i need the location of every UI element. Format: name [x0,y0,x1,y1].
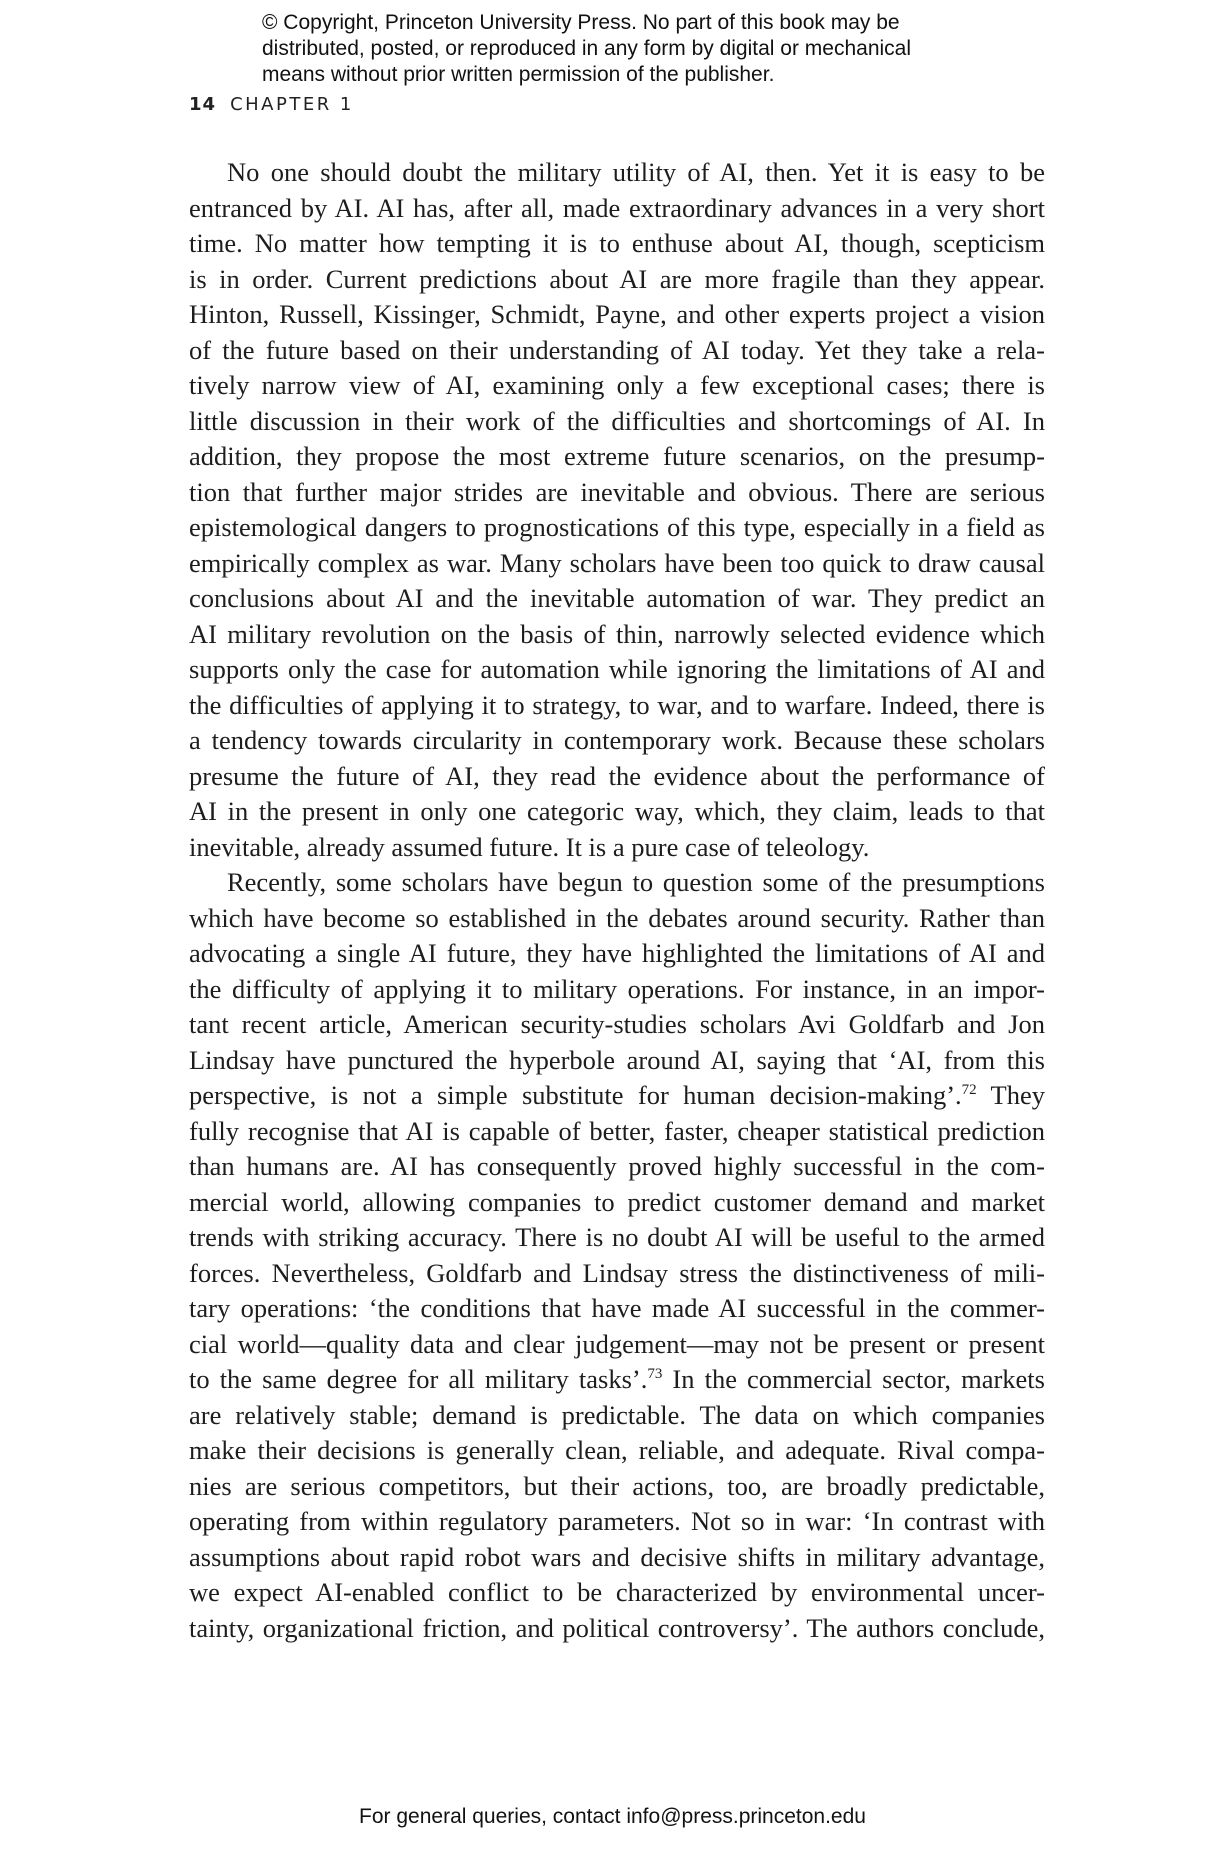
text-line [189,1078,1045,1114]
text-line: tary operations: ‘the conditions that have made AI successful in the commer- [189,1293,1045,1323]
text-line: operating from within regulatory parameters. Not so in war: ‘In contrast with [189,1506,1045,1536]
text-line: epistemological dangers to prognostications of this type, especially in a field as [189,512,1045,542]
text-line: than humans are. AI has consequently proved highly successful in the com- [189,1151,1045,1181]
text-segment: perspective, is not a simple substitute for human decision-making’. [189,1080,962,1110]
text-line: assumptions about rapid robot wars and decisive shifts in military advantage, [189,1541,1045,1572]
text-segment: to the same degree for all military tasks’. [189,1364,648,1394]
text-line: we expect AI-enabled conflict to be characterized by environmental uncer- [189,1577,1045,1607]
footnote-ref-73[interactable]: 73 [647,1366,663,1382]
text-line: tively narrow view of AI, examining only a few exceptional cases; there is [189,370,1045,400]
text-line: time. No matter how tempting it is to enthuse about AI, though, scepticism [189,228,1045,258]
text-line: cial world—quality data and clear judgement—may not be present or present [189,1328,1045,1359]
text-line: a tendency towards circularity in contemporary work. Because these scholars [189,725,1045,755]
copyright-line: © Copyright, Princeton University Press. No part of this book may be [262,11,900,34]
text-line: Hinton, Russell, Kissinger, Schmidt, Payne, and other experts project a vision [189,299,1045,329]
text-line: AI military revolution on the basis of thin, narrowly selected evidence which [189,618,1045,649]
text-line: inevitable, already assumed future. It is a pure case of teleology. [189,831,870,862]
text-line: mercial world, allowing companies to predict customer demand and market [189,1186,1045,1217]
text-line: AI in the present in only one categoric way, which, they claim, leads to that [189,796,1045,826]
text-line: advocating a single AI future, they have highlighted the limitations of AI and [189,938,1045,968]
copyright-line: means without prior written permission of the publisher. [262,63,775,86]
text-line: which have become so established in the debates around security. Rather than [189,902,1045,933]
body-text [189,155,1045,1646]
text-line: addition, they propose the most extreme future scenarios, on the presump- [189,441,1045,471]
copyright-notice [262,10,1022,88]
text-line: Recently, some scholars have begun to question some of the presumptions [227,867,1045,897]
text-line: supports only the case for automation while ignoring the limitations of AI and [189,654,1045,684]
text-line: conclusions about AI and the inevitable automation of war. They predict an [189,583,1045,613]
text-line: fully recognise that AI is capable of better, faster, cheaper statistical prediction [189,1115,1045,1146]
text-segment: They [976,1080,1045,1110]
text-line: little discussion in their work of the difficulties and shortcomings of AI. In [189,405,1045,436]
text-line: empirically complex as war. Many scholars have been too quick to draw causal [189,547,1045,578]
paragraph-1 [189,155,1045,865]
text-line: of the future based on their understanding of AI today. Yet they take a rela- [189,334,1045,365]
text-line: No one should doubt the military utility of AI, then. Yet it is easy to be [227,157,1045,187]
footnote-ref-72[interactable]: 72 [961,1082,977,1098]
text-line: presume the future of AI, they read the evidence about the performance of [189,760,1045,791]
text-line: tant recent article, American security-studies scholars Avi Goldfarb and Jon [189,1009,1045,1039]
chapter-label: CHAPTER 1 [230,94,354,115]
text-line: entranced by AI. AI has, after all, made extraordinary advances in a very short [189,192,1045,223]
text-line: nies are serious competitors, but their actions, too, are broadly predictable, [189,1470,1045,1501]
text-line: forces. Nevertheless, Goldfarb and Lindsay stress the distinctiveness of mili- [189,1257,1045,1288]
footer-contact: For general queries, contact info@press.princeton.edu [359,1805,866,1828]
text-line: make their decisions is generally clean, reliable, and adequate. Rival compa- [189,1435,1045,1465]
text-line: Lindsay have punctured the hyperbole around AI, saying that ‘AI, from this [189,1044,1045,1075]
text-line: tainty, organizational friction, and political controversy’. The authors conclude, [189,1612,1045,1643]
text-segment: In the commercial sector, markets [662,1364,1045,1394]
running-head [189,94,354,115]
text-line: the difficulty of applying it to military operations. For instance, in an impor- [189,973,1045,1004]
paragraph-2 [189,865,1045,1646]
text-line: trends with striking accuracy. There is no doubt AI will be useful to the armed [189,1222,1045,1252]
copyright-line: distributed, posted, or reproduced in any form by digital or mechanical [262,37,912,60]
page-number: 14 [189,94,217,115]
text-line: is in order. Current predictions about AI are more fragile than they appear. [189,263,1045,294]
text-line: are relatively stable; demand is predictable. The data on which companies [189,1399,1045,1430]
text-line: the difficulties of applying it to strategy, to war, and to warfare. Indeed, there is [189,689,1045,720]
text-line: tion that further major strides are inevitable and obvious. There are serious [189,476,1045,507]
text-line [189,1362,1045,1398]
